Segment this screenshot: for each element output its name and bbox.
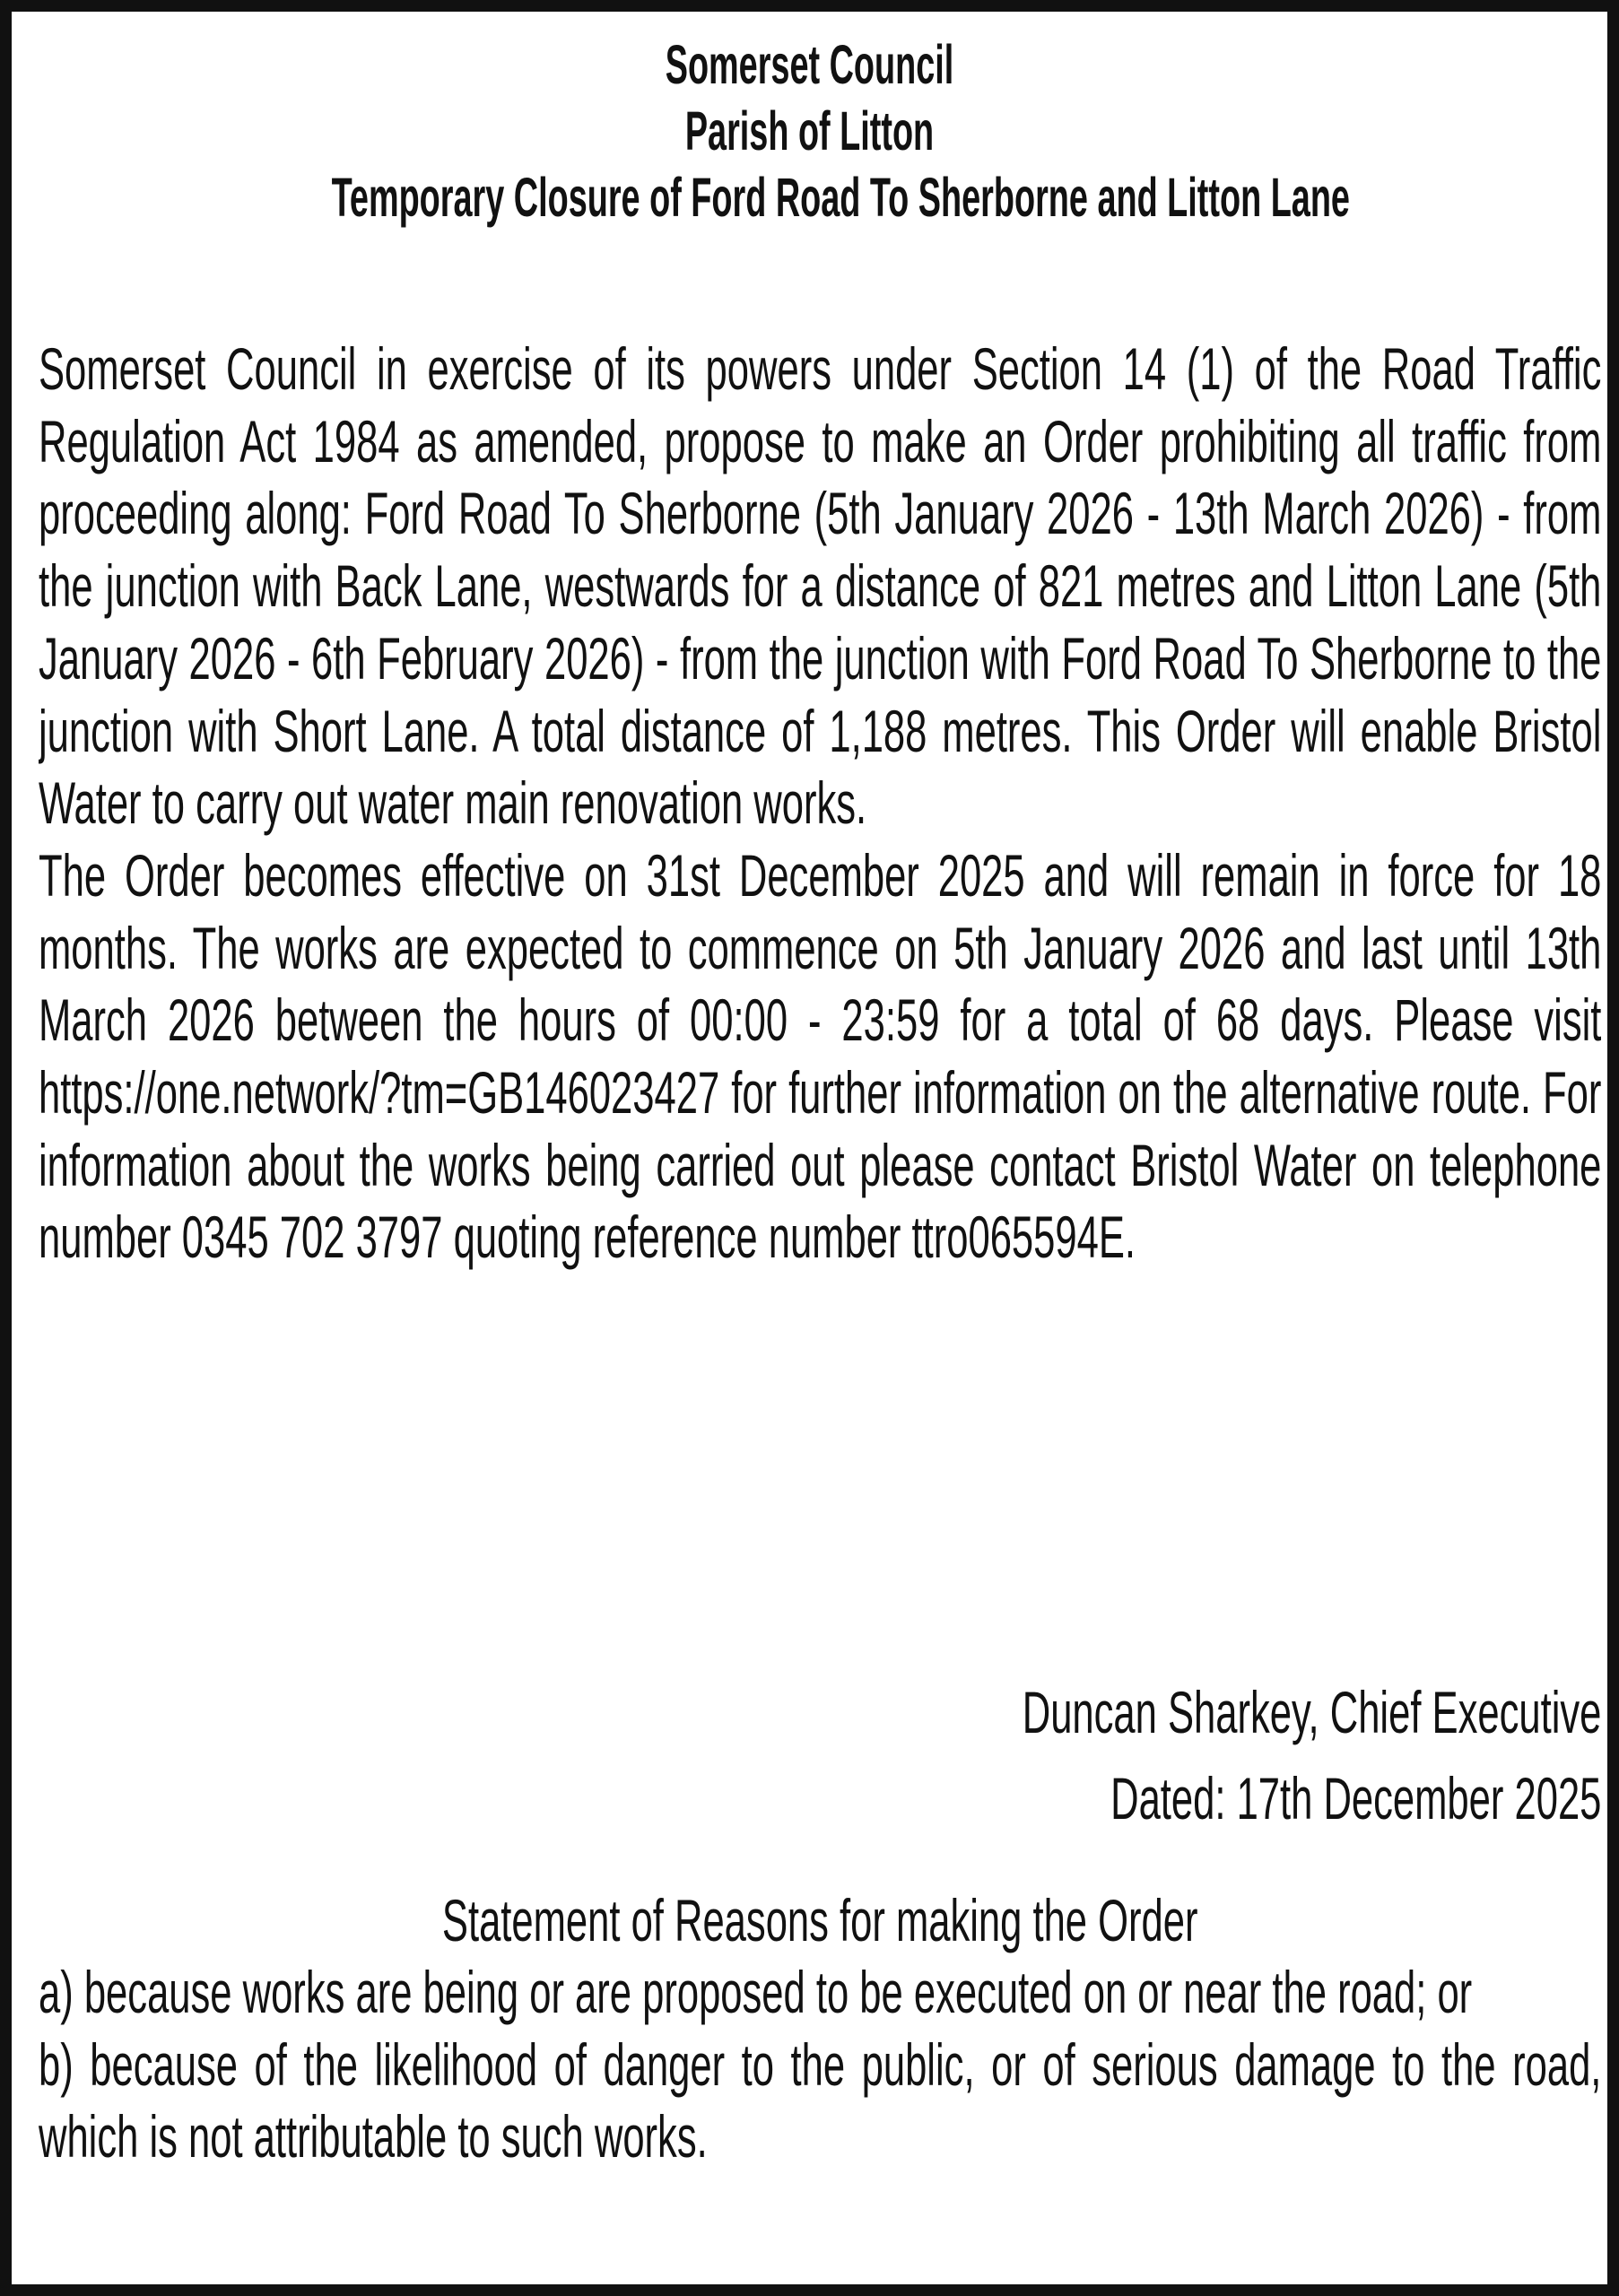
parish-heading: Parish of Litton [684, 100, 935, 161]
reasons-title: Statement of Reasons for making the Order [441, 1887, 1198, 1953]
effective-paragraph: The Order becomes effective on 31st December 2025 and will remain in force for 18 months. The works are expected to commence on 5th January 2026 and last until 13th March 2026 between the hours of 00:00 - 23:59 for a total of 68 days. Please visit https://one.network/?tm=GB146023427 for further information on the alternative route. For information about the works being carried out please contact Bristol Water on telephone number 0345 702 3797 quoting reference number ttro065594E. [39, 841, 1601, 1271]
council-heading: Somerset Council [665, 34, 954, 95]
signature-block [39, 1669, 1601, 1884]
reasons-block [39, 1884, 1601, 2261]
notice-body [39, 333, 1601, 1669]
signatory: Duncan Sharkey, Chief Executive [1022, 1679, 1601, 1745]
reasons-list [39, 1956, 1601, 2173]
notice-title: Temporary Closure of Ford Road To Sherborne and Litton Lane [331, 167, 1350, 228]
dated-line: Dated: 17th December 2025 [1110, 1765, 1601, 1831]
order-paragraph: Somerset Council in exercise of its powers under Section 14 (1) of the Road Traffic Regulation Act 1984 as amended, propose to make an Order prohibiting all traffic from proceeding along: Ford Road To Sherborne (5th January 2026 - 13th March 2026) - from the junction with Back Lane, westwards for a distance of 821 metres and Litton Lane (5th January 2026 - 6th February 2026) - from the junction with Ford Road To Sherborne to the junction with Short Lane. A total distance of 1,188 metres. This Order will enable Bristol Water to carry out water main renovation works. [39, 335, 1601, 837]
reason-item-b: b) because of the likelihood of danger to the public, or of serious damage to the road, which is not attributable to such works. [39, 2031, 1601, 2170]
reason-item-a: a) because works are being or are proposed to be executed on or near the road; or [39, 1959, 1473, 2025]
